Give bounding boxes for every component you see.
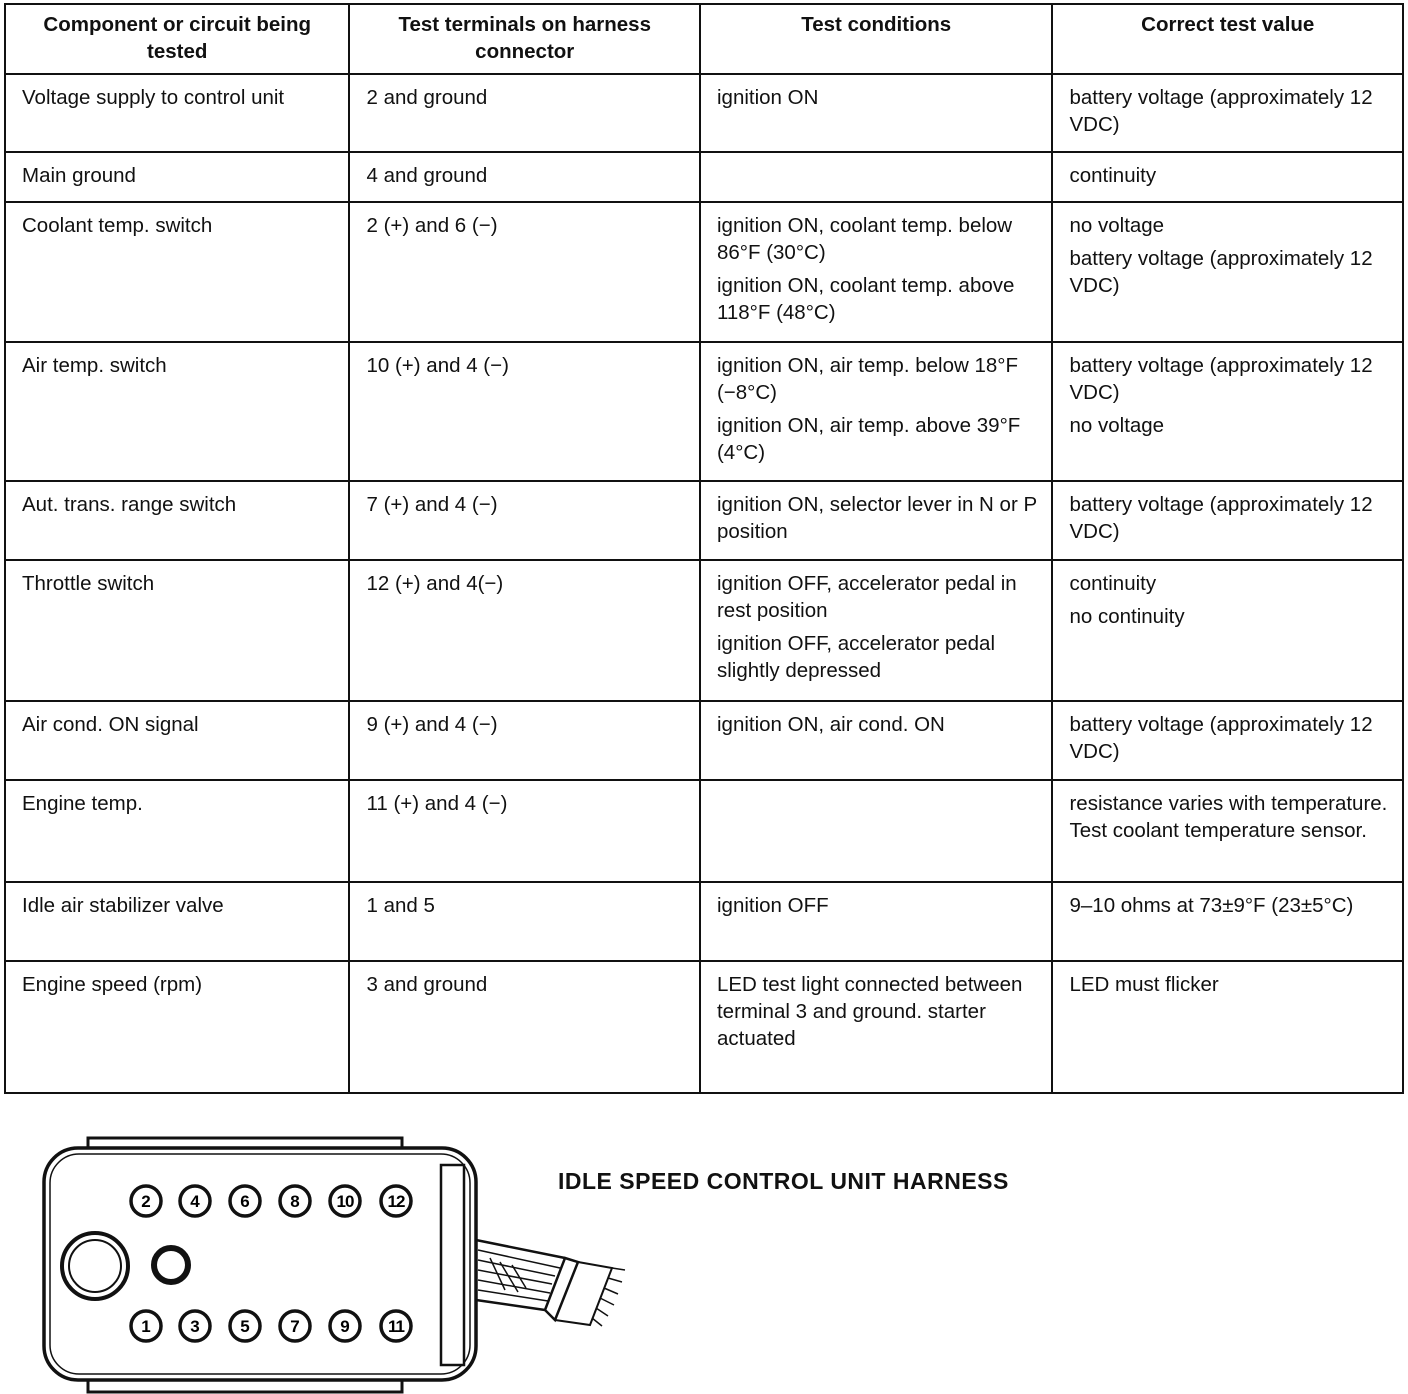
pin-label-7: 7 — [290, 1317, 300, 1336]
cell-conditions-text: ignition ON, air temp. below 18°F (−8°C) — [716, 354, 1019, 404]
cell-conditions — [700, 342, 1053, 481]
cell-value — [1052, 342, 1403, 481]
cell-conditions-text: ignition OFF, accelerator pedal slightly depressed — [716, 632, 996, 682]
cell-conditions-text: LED test light connected between terminal 3 and ground. starter actuated — [716, 973, 1023, 1050]
cell-conditions-text: ignition ON — [716, 86, 819, 109]
pin-label-12: 12 — [387, 1192, 405, 1211]
cell-component-text: Air temp. switch — [22, 354, 167, 377]
cell-component — [5, 202, 349, 342]
pin-label-8: 8 — [290, 1192, 300, 1211]
cell-value — [1052, 882, 1403, 961]
cell-value — [1052, 560, 1403, 701]
pin-label-11: 11 — [388, 1317, 404, 1336]
cell-value — [1052, 202, 1403, 342]
cell-conditions — [700, 701, 1053, 780]
cell-terminals — [349, 481, 700, 560]
pin-label-2: 2 — [141, 1192, 151, 1211]
cell-component — [5, 701, 349, 780]
connector-bottom-tab — [88, 1380, 402, 1392]
cell-terminals-text: 4 and ground — [366, 164, 488, 187]
cell-component-text: Main ground — [22, 164, 136, 187]
cell-terminals — [349, 152, 700, 202]
cell-component — [5, 342, 349, 481]
cell-component-text: Throttle switch — [22, 572, 155, 595]
cell-terminals-text: 2 (+) and 6 (−) — [366, 214, 498, 237]
cell-terminals — [349, 780, 700, 882]
cell-value — [1052, 152, 1403, 202]
cell-value-text: battery voltage (approximately 12 VDC) — [1069, 247, 1373, 297]
cell-conditions — [700, 202, 1053, 342]
cell-component — [5, 481, 349, 560]
cell-conditions — [700, 481, 1053, 560]
cell-value — [1052, 74, 1403, 152]
cell-component — [5, 882, 349, 961]
pin-label-10: 10 — [336, 1192, 354, 1211]
cell-value-text: resistance varies with temperature. Test coolant temperature sensor. — [1069, 792, 1388, 842]
cell-value — [1052, 961, 1403, 1093]
pin-label-3: 3 — [190, 1317, 200, 1336]
pin-label-5: 5 — [240, 1317, 250, 1336]
cell-terminals — [349, 560, 700, 701]
table-row — [5, 342, 1403, 481]
cell-component — [5, 152, 349, 202]
cell-component — [5, 560, 349, 701]
cell-value-text: continuity — [1069, 572, 1157, 595]
cell-conditions-text: ignition OFF — [716, 894, 829, 917]
cell-value-text: no continuity — [1069, 605, 1185, 628]
cell-terminals-text: 9 (+) and 4 (−) — [366, 713, 498, 736]
cell-conditions-text: ignition ON, selector lever in N or P position — [716, 493, 1037, 543]
cell-terminals — [349, 701, 700, 780]
cell-value-text: battery voltage (approximately 12 VDC) — [1069, 713, 1373, 763]
cell-conditions — [700, 74, 1053, 152]
table-row — [5, 961, 1403, 1093]
cell-value — [1052, 701, 1403, 780]
cell-value-text: no voltage — [1069, 414, 1165, 437]
cell-component-text: Aut. trans. range switch — [22, 493, 237, 516]
cell-component-text: Idle air stabilizer valve — [22, 894, 224, 917]
table-row — [5, 202, 1403, 342]
harness-connector-diagram — [0, 1125, 640, 1394]
cell-value-text: 9–10 ohms at 73±9°F (23±5°C) — [1069, 894, 1354, 917]
cell-terminals-text: 3 and ground — [366, 973, 488, 996]
cell-conditions-text: ignition ON, air cond. ON — [716, 713, 945, 736]
cell-value-text: battery voltage (approximately 12 VDC) — [1069, 354, 1373, 404]
cell-component-text: Voltage supply to control unit — [22, 86, 285, 109]
table-row — [5, 152, 1403, 202]
cell-terminals-text: 12 (+) and 4(−) — [366, 572, 504, 595]
guide-hole-small — [154, 1248, 188, 1282]
cell-conditions — [700, 152, 1053, 202]
cell-value — [1052, 780, 1403, 882]
cell-terminals-text: 11 (+) and 4 (−) — [366, 792, 508, 815]
pin-label-6: 6 — [240, 1192, 250, 1211]
cell-conditions — [700, 560, 1053, 701]
cell-component-text: Engine speed (rpm) — [22, 973, 203, 996]
header-conditions: Test conditions — [700, 4, 1053, 74]
pin-label-4: 4 — [190, 1192, 200, 1211]
cell-value-text: battery voltage (approximately 12 VDC) — [1069, 493, 1373, 543]
table-row — [5, 780, 1403, 882]
cell-terminals-text: 7 (+) and 4 (−) — [366, 493, 498, 516]
cell-terminals-text: 10 (+) and 4 (−) — [366, 354, 509, 377]
diagram-caption: IDLE SPEED CONTROL UNIT HARNESS — [558, 1168, 1009, 1194]
cell-terminals-text: 1 and 5 — [366, 894, 435, 917]
test-specification-table — [4, 3, 1404, 1094]
pin-label-9: 9 — [340, 1317, 350, 1336]
header-terminals: Test terminals on harness connector — [349, 4, 700, 74]
table-row — [5, 74, 1403, 152]
pin-label-1: 1 — [141, 1317, 151, 1336]
wire-bundle — [476, 1240, 625, 1326]
cell-conditions-text: ignition ON, coolant temp. above 118°F (48°C) — [716, 274, 1015, 324]
table-body — [5, 74, 1403, 1093]
cell-component-text: Coolant temp. switch — [22, 214, 213, 237]
cell-conditions-text: ignition OFF, accelerator pedal in rest position — [716, 572, 1017, 622]
cell-terminals — [349, 961, 700, 1093]
cell-value-text: battery voltage (approximately 12 VDC) — [1069, 86, 1373, 136]
cell-component-text: Air cond. ON signal — [22, 713, 199, 736]
cell-conditions-text: ignition ON, air temp. above 39°F (4°C) — [716, 414, 1021, 464]
cell-value-text: continuity — [1069, 164, 1157, 187]
cell-terminals — [349, 202, 700, 342]
cell-conditions-text: ignition ON, coolant temp. below 86°F (30°C) — [716, 214, 1013, 264]
cell-conditions — [700, 882, 1053, 961]
cell-value — [1052, 481, 1403, 560]
header-value: Correct test value — [1052, 4, 1403, 74]
cell-component — [5, 780, 349, 882]
table-row — [5, 481, 1403, 560]
guide-hole-large — [62, 1233, 128, 1299]
table-header-row — [5, 4, 1403, 74]
cell-value-text: LED must flicker — [1069, 973, 1219, 996]
cell-terminals — [349, 74, 700, 152]
cell-component-text: Engine temp. — [22, 792, 143, 815]
header-component: Component or circuit being tested — [5, 4, 349, 74]
cell-value-text: no voltage — [1069, 214, 1165, 237]
cell-conditions — [700, 961, 1053, 1093]
cell-component — [5, 961, 349, 1093]
cell-component — [5, 74, 349, 152]
table-row — [5, 560, 1403, 701]
cell-terminals — [349, 882, 700, 961]
table-row — [5, 882, 1403, 961]
cell-conditions — [700, 780, 1053, 882]
cell-terminals — [349, 342, 700, 481]
table-row — [5, 701, 1403, 780]
connector-latch — [441, 1165, 464, 1365]
cell-terminals-text: 2 and ground — [366, 86, 488, 109]
